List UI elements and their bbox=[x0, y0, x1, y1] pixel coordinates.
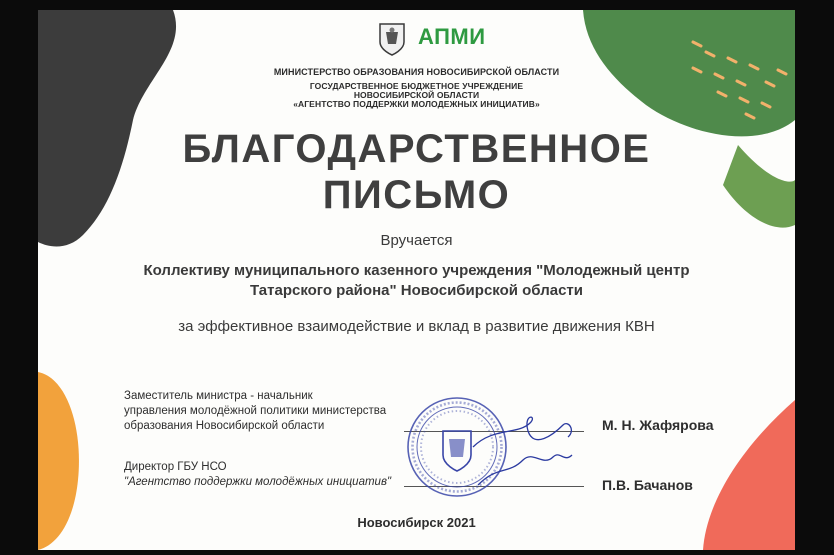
recipient-line1: Коллективу муниципального казенного учреждения "Молодежный центр bbox=[143, 262, 690, 279]
letter-page bbox=[38, 10, 795, 550]
document-title-line1: БЛАГОДАРСТВЕННОЕ bbox=[182, 127, 651, 171]
award-reason: за эффективное взаимодействие и вклад в развитие движения КВН bbox=[178, 318, 655, 335]
coat-of-arms-icon bbox=[378, 22, 406, 56]
recipient-line2: Татарского района" Новосибирской области bbox=[250, 282, 583, 299]
awarded-label: Вручается bbox=[380, 232, 453, 249]
signatory-1-name: М. Н. Жафярова bbox=[602, 417, 714, 433]
institution-line2: НОВОСИБИРСКОЙ ОБЛАСТИ bbox=[353, 90, 480, 100]
signatory-2-position: Директор ГБУ НСО "Агентство поддержки молодёжных инициатив" bbox=[124, 461, 392, 488]
city-year: Новосибирск 2021 bbox=[357, 515, 476, 530]
institution-line1: ГОСУДАРСТВЕННОЕ БЮДЖЕТНОЕ УЧРЕЖДЕНИЕ bbox=[309, 81, 524, 91]
handwritten-signatures bbox=[468, 405, 588, 505]
signatory-1-position: Заместитель министра - начальник управления молодёжной политики министерства образования Новосибирской области bbox=[124, 390, 387, 432]
ministry-name: МИНИСТЕРСТВО ОБРАЗОВАНИЯ НОВОСИБИРСКОЙ ОБЛАСТИ bbox=[273, 67, 560, 77]
signatory-2-name: П.В. Бачанов bbox=[602, 477, 693, 493]
apmi-logo: АПМИ bbox=[418, 24, 486, 49]
institution-line3: «АГЕНТСТВО ПОДДЕРЖКИ МОЛОДЕЖНЫХ ИНИЦИАТИВ» bbox=[293, 99, 540, 109]
document-title-line2: ПИСЬМО bbox=[322, 173, 511, 217]
